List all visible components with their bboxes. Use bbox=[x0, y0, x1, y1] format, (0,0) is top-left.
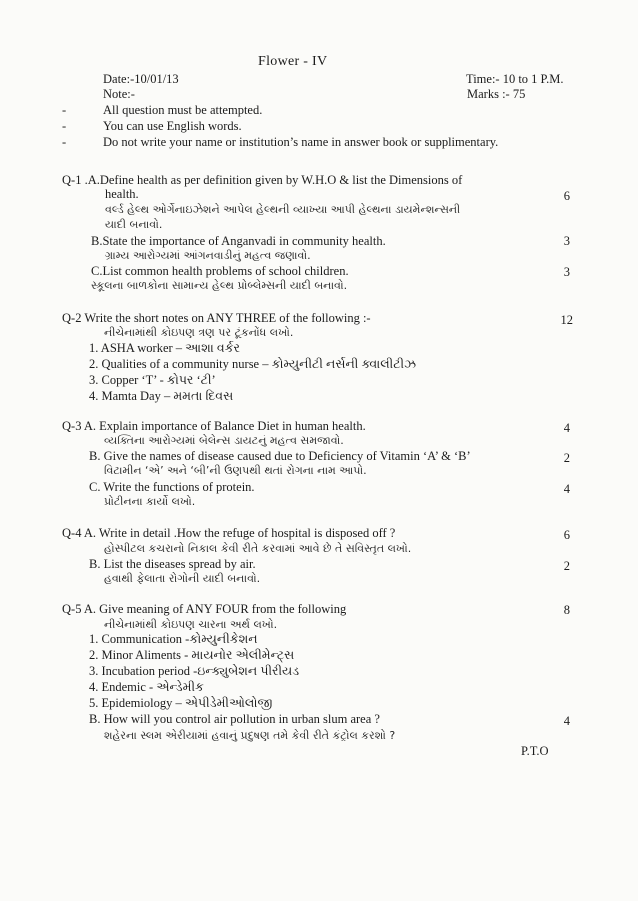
pto-label: P.T.O bbox=[521, 744, 549, 758]
q1-b-gujarati: ગ્રામ્ય આરોગ્યમાં આંગનવાડીનું મહત્વ જણાવો. bbox=[105, 249, 311, 262]
q1-a-gujarati: વર્લ્ડ હેલ્થ ઓર્ગેનાઇઝેશને આપેલ હેલ્થની વ્યાખ્યા આપી હેલ્થના ડાયમેન્શન્સની bbox=[105, 203, 461, 216]
q1-b-marks: 3 bbox=[563, 234, 570, 248]
instruction-item: Do not write your name or institution’s name in answer book or supplimentary. bbox=[103, 135, 499, 149]
q4-a-gujarati: હોસ્પીટલ કચરાનો નિકાલ કેવી રીતે કરવામાં આવે છે તે સવિસ્તૃત લખો. bbox=[104, 542, 412, 555]
q1-c-marks: 3 bbox=[563, 265, 570, 279]
q2-text: Q-2 Write the short notes on ANY THREE of the following :- bbox=[62, 311, 371, 325]
instruction-item: All question must be attempted. bbox=[103, 103, 263, 117]
bullet-dash: - bbox=[62, 135, 67, 149]
q5-item: 3. Incubation period -ઇન્ક્યુબેશન પીરીયડ bbox=[89, 664, 300, 678]
bullet-dash: - bbox=[62, 119, 67, 133]
q1-a-text-cont: health. bbox=[105, 187, 139, 201]
q3-c-gujarati: પ્રોટીનના કાર્યો લખો. bbox=[104, 495, 196, 508]
q1-a-text: Q-1 .A.Define health as per definition given by W.H.O & list the Dimensions of bbox=[62, 173, 463, 187]
q2-item: 3. Copper ‘T’ - કોપર ‘ટી’ bbox=[89, 373, 216, 387]
q5-b-text: B. How will you control air pollution in urban slum area ? bbox=[89, 712, 380, 726]
q1-b-text: B.State the importance of Anganvadi in community health. bbox=[91, 234, 386, 248]
q5-a-text: Q-5 A. Give meaning of ANY FOUR from the following bbox=[62, 602, 347, 616]
q5-item: 1. Communication -કોમ્યુનીકેશન bbox=[89, 632, 258, 646]
q3-a-text: Q-3 A. Explain importance of Balance Diet in human health. bbox=[62, 419, 366, 433]
q2-item: 1. ASHA worker – આશા વર્કર bbox=[89, 341, 240, 355]
q2-gujarati: નીચેનામાંથી કોઇપણ ત્રણ પર ટૂંકનોંધ લખો. bbox=[104, 326, 294, 339]
q5-b-marks: 4 bbox=[563, 714, 570, 728]
q2-marks: 12 bbox=[560, 313, 573, 327]
bullet-dash: - bbox=[62, 103, 67, 117]
q1-a-gujarati-cont: યાદી બનાવો. bbox=[105, 218, 163, 231]
q3-a-gujarati: વ્યક્તિના આરોગ્યમાં બેલેન્સ ડાયટનું મહત્વ સમજાવો. bbox=[104, 434, 344, 447]
q4-b-marks: 2 bbox=[563, 559, 570, 573]
instruction-item: You can use English words. bbox=[103, 119, 242, 133]
q5-b-gujarati: શહેરના સ્લમ એરીયામાં હવાનું પ્રદુષણ તમે કેવી રીતે કંટ્રોલ કરશો ? bbox=[104, 729, 396, 742]
exam-date: Date:-10/01/13 bbox=[103, 72, 179, 86]
q5-a-marks: 8 bbox=[563, 603, 570, 617]
q3-a-marks: 4 bbox=[563, 421, 570, 435]
q3-b-marks: 2 bbox=[563, 451, 570, 465]
q3-b-gujarati: વિટામીન ‘એ’ અને ‘બી’ની ઉણપથી થતાં રોગના નામ આપો. bbox=[104, 464, 367, 477]
q4-b-gujarati: હવાથી ફેલાતા રોગોની યાદી બનાવો. bbox=[104, 572, 261, 585]
q5-item: 4. Endemic - એન્ડેમીક bbox=[89, 680, 204, 694]
q3-c-text: C. Write the functions of protein. bbox=[89, 480, 255, 494]
q4-a-text: Q-4 A. Write in detail .How the refuge of hospital is disposed off ? bbox=[62, 526, 396, 540]
q2-item: 2. Qualities of a community nurse – કોમ્યુનીટી નર્સની ક્વાલીટીઝ bbox=[89, 357, 417, 371]
total-marks: Marks :- 75 bbox=[467, 87, 526, 101]
q2-item: 4. Mamta Day – મમતા દિવસ bbox=[89, 389, 234, 403]
q1-a-marks: 6 bbox=[563, 189, 570, 203]
q5-item: 5. Epidemiology – એપીડેમીઓલોજી bbox=[89, 696, 273, 710]
q4-b-text: B. List the diseases spread by air. bbox=[89, 557, 256, 571]
q3-c-marks: 4 bbox=[563, 482, 570, 496]
q1-c-text: C.List common health problems of school children. bbox=[91, 264, 349, 278]
q4-a-marks: 6 bbox=[563, 528, 570, 542]
q1-c-gujarati: સ્કૂલના બાળકોના સામાન્ય હેલ્થ પ્રોબ્લેમ્સની યાદી બનાવો. bbox=[91, 279, 348, 292]
q5-item: 2. Minor Aliments - માયનોર એલીમેન્ટ્સ bbox=[89, 648, 295, 662]
paper-title: Flower - IV bbox=[258, 54, 328, 69]
note-label: Note:- bbox=[103, 87, 135, 101]
q5-a-gujarati: નીચેનામાંથી કોઇપણ ચારના અર્થ લખો. bbox=[104, 618, 278, 631]
exam-time: Time:- 10 to 1 P.M. bbox=[466, 72, 564, 86]
q3-b-text: B. Give the names of disease caused due to Deficiency of Vitamin ‘A’ & ‘B’ bbox=[89, 449, 471, 463]
